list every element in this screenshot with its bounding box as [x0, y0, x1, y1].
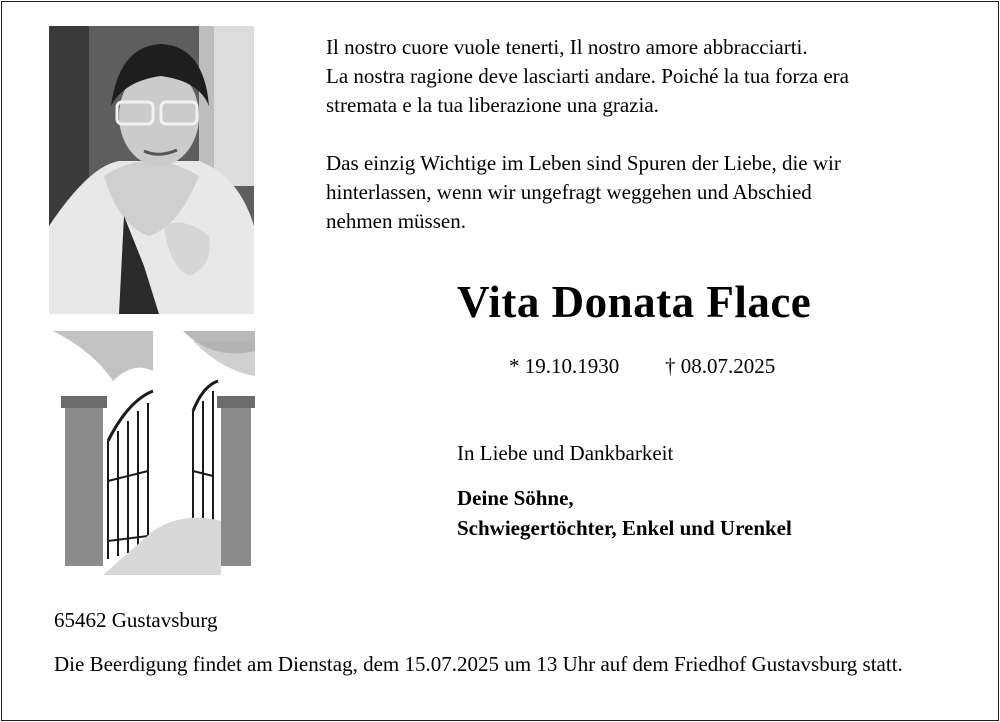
italian-verse: Il nostro cuore vuole tenerti, Il nostro amore abbracciarti. La nostra ragione deve lasciarti andare. Poiché la tua forza era stremata e la tua liberazione una grazia. — [326, 35, 849, 117]
deceased-name: Vita Donata Flace — [457, 277, 812, 327]
funeral-notice: Die Beerdigung findet am Dienstag, dem 15.07.2025 um 13 Uhr auf dem Friedhof Gustavsburg statt. — [54, 652, 903, 676]
family-signature: Deine Söhne, Schwiegertöchter, Enkel und Urenkel — [457, 486, 792, 540]
death-date: † 08.07.2025 — [665, 354, 776, 378]
garden-gate-illustration — [53, 331, 255, 575]
birth-date: * 19.10.1930 — [509, 354, 620, 378]
german-verse: Das einzig Wichtige im Leben sind Spuren der Liebe, die wir hinterlassen, wenn wir ungefragt weggehen und Abschied nehmen müssen. — [326, 151, 841, 233]
portrait-photo — [49, 26, 254, 314]
closing-line: In Liebe und Dankbarkeit — [457, 441, 674, 465]
place: 65462 Gustavsburg — [54, 608, 218, 632]
